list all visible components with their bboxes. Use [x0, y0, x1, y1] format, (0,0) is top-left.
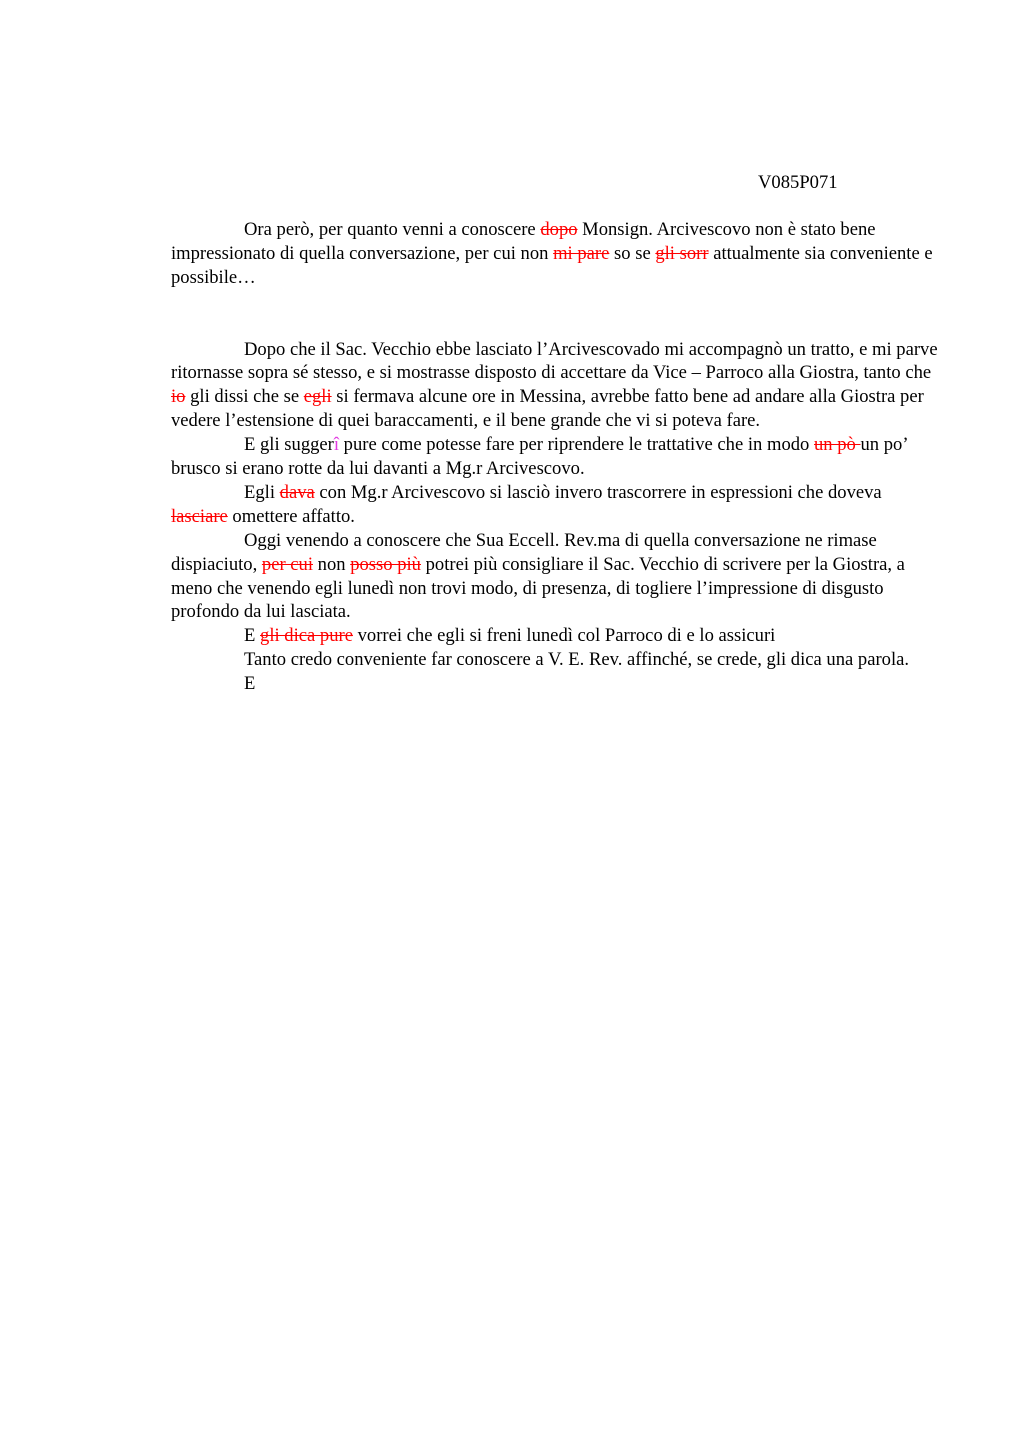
paragraph: [171, 624, 941, 648]
text-segment: con Mg.r Arcivescovo si lasciò invero trascorrere in espressioni che doveva: [314, 481, 882, 503]
deleted-text: per cui: [261, 553, 313, 575]
text-segment: Dopo che il Sac. Vecchio ebbe lasciato l’Arcivescovado mi accompagnò un tratto, e mi parve ritornasse sopra sé stesso, e si mostrasse disposto di accettare da Vice – Parroco alla Giostra, tanto che: [171, 338, 938, 384]
deleted-text: mi pare: [553, 242, 610, 264]
paragraph: [171, 481, 941, 529]
deleted-text: un pò: [814, 434, 861, 456]
text-segment: Tanto credo conveniente far conoscere a V. E. Rev. affinché, se crede, gli dica una parola.: [244, 649, 910, 671]
text-segment: E: [244, 673, 256, 695]
text-segment: Monsign. Arcivescovo non è stato bene impressionato di quella conversazione, per cui non: [171, 219, 876, 264]
text-segment: Oggi venendo a conoscere che Sua Eccell. Rev.ma di quella conversazione ne rimase dispiaciuto,: [171, 529, 877, 575]
paragraph: [171, 218, 941, 290]
deleted-text: lasciare: [171, 505, 228, 527]
paragraph: [171, 338, 941, 434]
text-segment: Egli: [244, 481, 280, 503]
paragraph: [171, 648, 941, 672]
deleted-text: dopo: [540, 219, 578, 240]
text-segment: si fermava alcune ore in Messina, avrebbe fatto bene ad andare alla Giostra per vedere l’estensione di quei baraccamenti, e il bene grande che vi si poteva fare.: [171, 386, 924, 432]
inserted-text: î: [333, 434, 340, 456]
text-segment: attualmente sia conveniente e possibile…: [171, 242, 933, 288]
text-segment: vorrei che egli si freni lunedì col Parroco di e lo assicuri: [352, 625, 776, 647]
text-segment: E: [244, 625, 261, 647]
text-segment: non: [313, 553, 351, 575]
text-segment: omettere affatto.: [227, 505, 355, 527]
deleted-text: posso più: [350, 553, 421, 575]
letter-body: [171, 218, 941, 696]
paragraph: [171, 672, 941, 696]
text-segment: pure come potesse fare per riprendere le trattative che in modo: [339, 434, 814, 456]
text-segment: Ora però, per quanto venni a conoscere: [244, 219, 541, 240]
text-segment: un po’ brusco si erano rotte da lui davanti a Mg.r Arcivescovo.: [171, 434, 908, 480]
deleted-text: io: [171, 386, 186, 408]
text-segment: gli dissi che se: [185, 386, 304, 408]
text-segment: E gli sugger: [244, 434, 334, 456]
paragraph-spacer: [171, 290, 941, 338]
deleted-text: dava: [279, 481, 315, 503]
deleted-text: gli dica pure: [260, 625, 353, 647]
paragraph: [171, 529, 941, 625]
paragraph: [171, 433, 941, 481]
text-segment: so se: [609, 242, 656, 264]
text-segment: potrei più consigliare il Sac. Vecchio di scrivere per la Giostra, a meno che venendo egli lunedì non trovi modo, di presenza, di togliere l’impressione di disgusto profondo da lui lasciata.: [171, 553, 905, 623]
deleted-text: gli sorr: [655, 242, 709, 264]
deleted-text: egli: [303, 386, 332, 408]
page-identifier: V085P071: [758, 172, 838, 193]
